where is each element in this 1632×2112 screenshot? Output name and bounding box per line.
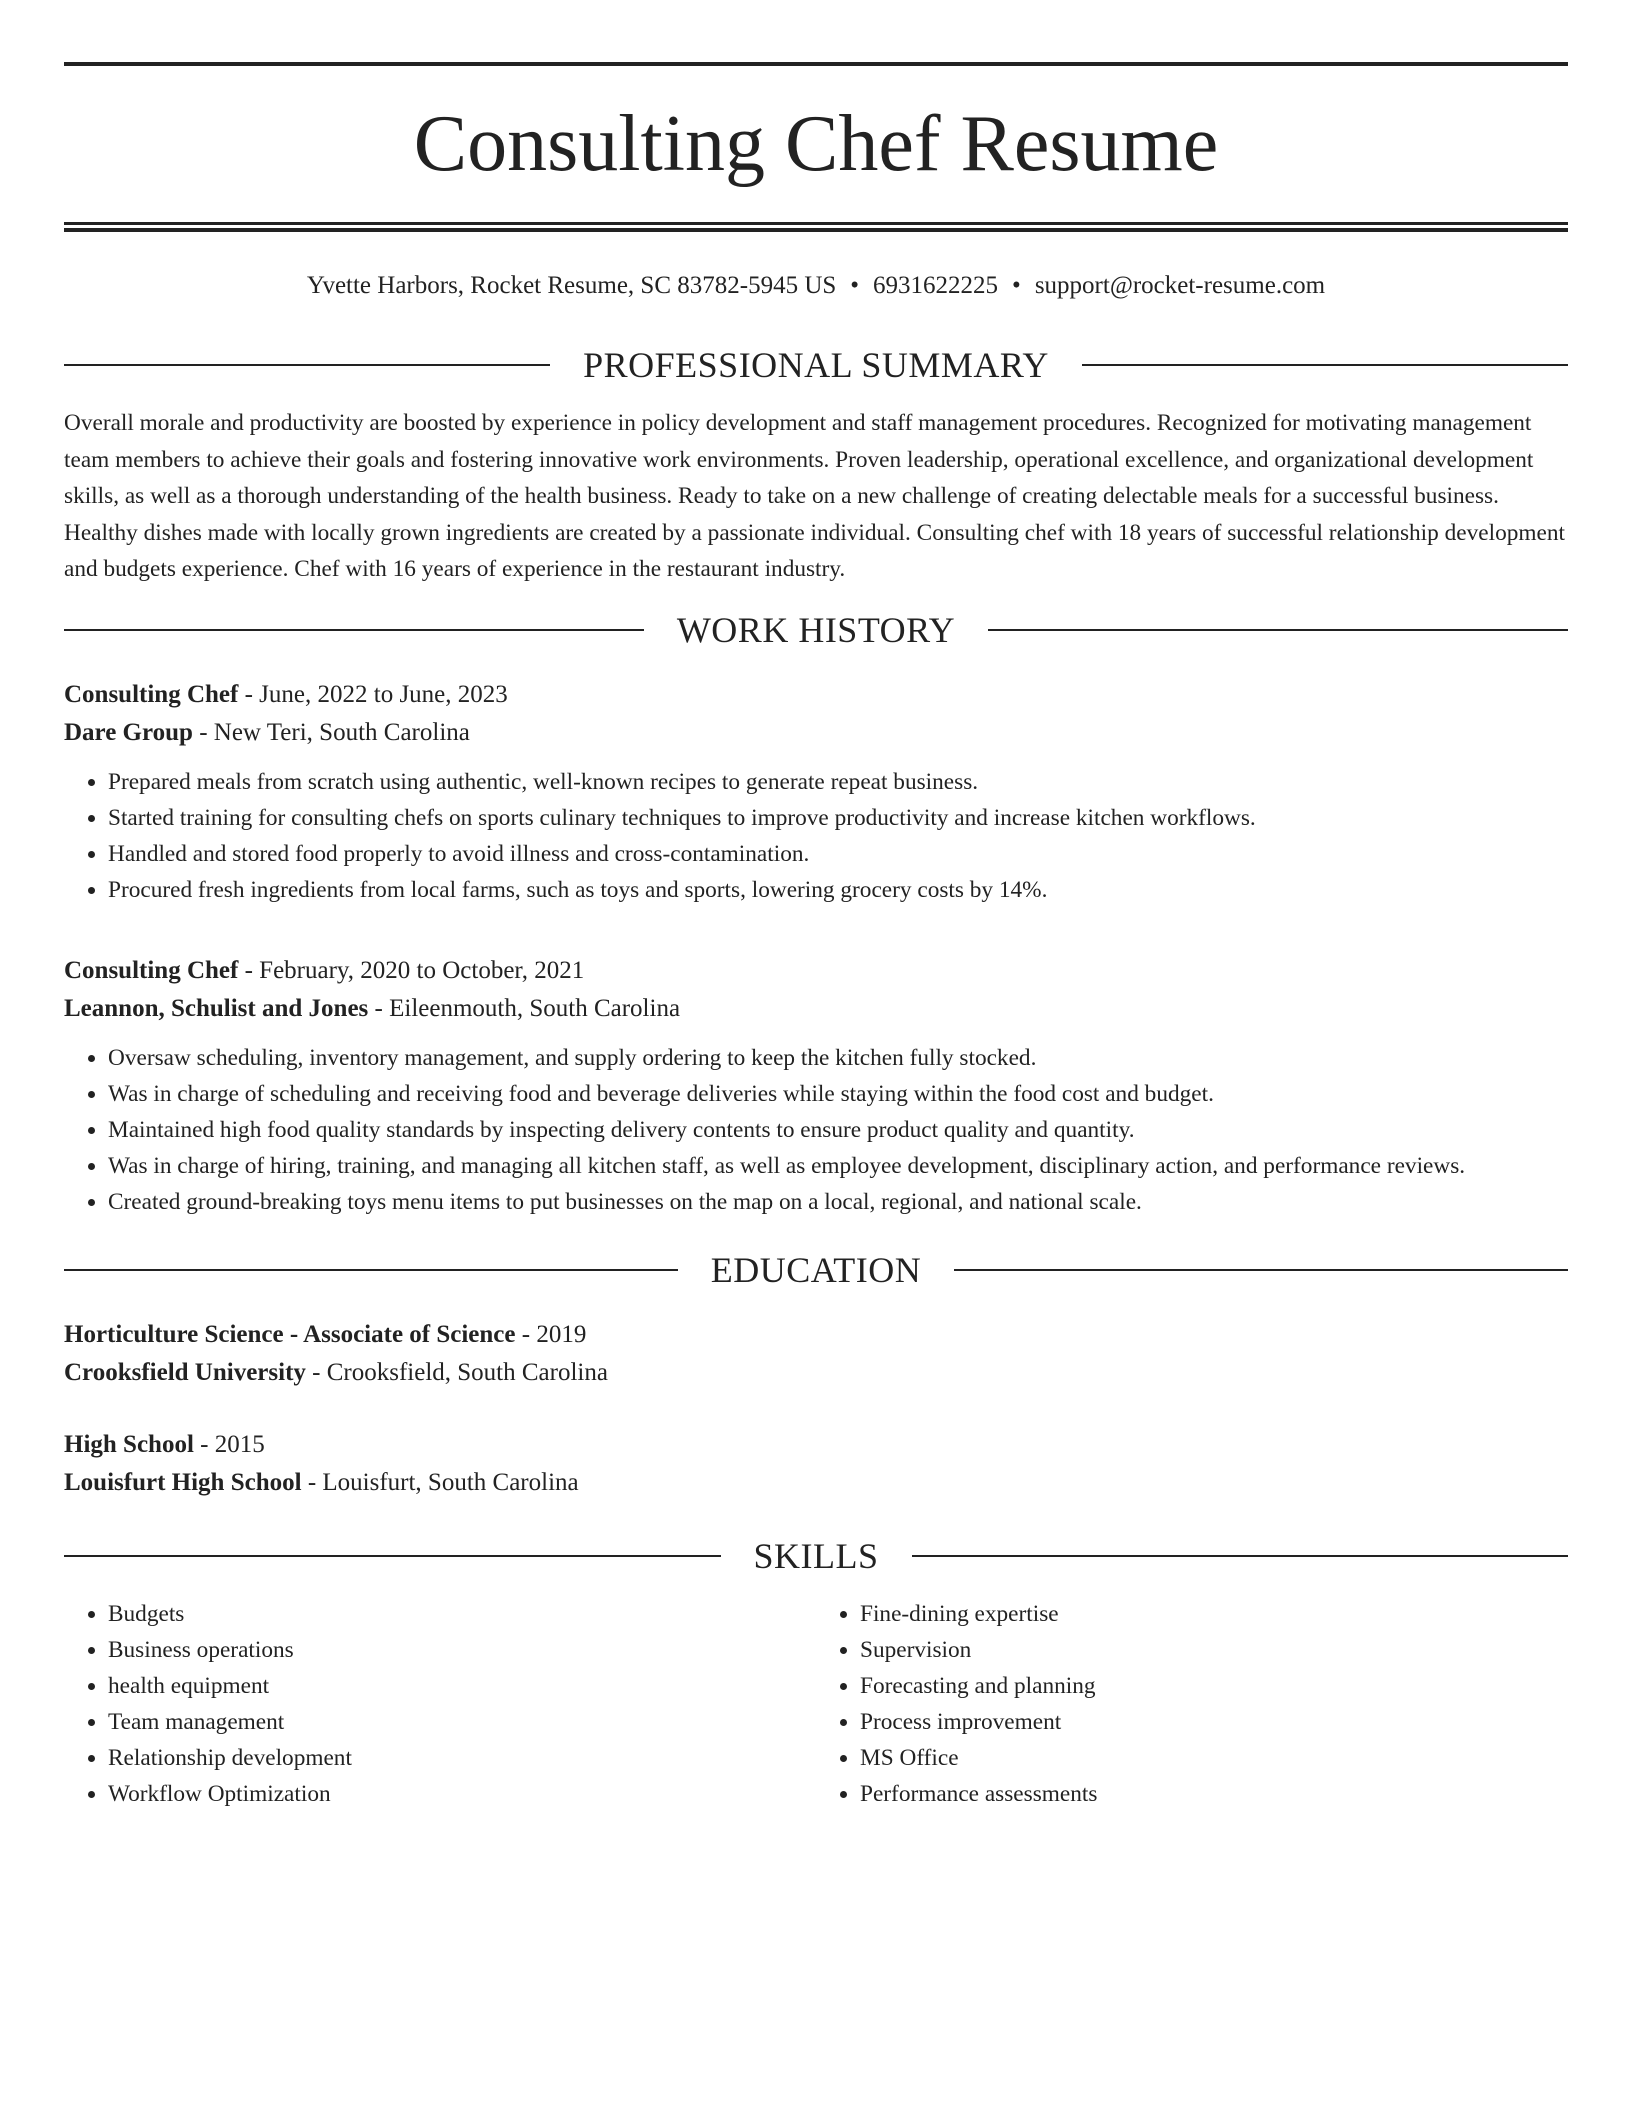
job-company: Leannon, Schulist and Jones (64, 994, 369, 1022)
section-title-summary: PROFESSIONAL SUMMARY (583, 345, 1049, 385)
contact-line (64, 271, 1568, 301)
education-year: - 2019 (515, 1320, 587, 1348)
job-title-line (64, 952, 1568, 990)
contact-address: Yvette Harbors, Rocket Resume, SC 83782-5945 US (306, 272, 837, 299)
skill-item: • Budgets (108, 1596, 816, 1632)
section-header-work-history (64, 610, 1568, 650)
section-rule-left (64, 364, 550, 366)
job-duties-list (64, 764, 1568, 908)
contact-email: support@rocket-resume.com (1034, 272, 1326, 299)
education-year: - 2015 (193, 1430, 265, 1458)
skill-item: • Team management (108, 1704, 816, 1740)
skill-item: • Supervision (860, 1632, 1568, 1668)
contact-phone: 6931622225 (873, 272, 999, 299)
education-school-line (64, 1354, 1568, 1392)
skill-item: • Workflow Optimization (108, 1776, 816, 1812)
education-school-line (64, 1464, 1568, 1502)
job-company: Dare Group (64, 718, 193, 746)
job-company-line (64, 714, 1568, 752)
section-title-work-history: WORK HISTORY (676, 609, 956, 650)
skill-item: • health equipment (108, 1668, 816, 1704)
resume-title: Consulting Chef Resume (413, 100, 1219, 188)
top-rule (64, 62, 1568, 66)
section-header-education (64, 1250, 1568, 1290)
section-title-skills: SKILLS (753, 1535, 879, 1576)
skill-item: • Fine-dining expertise (860, 1596, 1568, 1632)
job-location: - New Teri, South Carolina (192, 718, 470, 746)
list-item: • Maintained high food quality standards by inspecting delivery contents to ensure product quality and quantity. (108, 1112, 1568, 1148)
education-school: Crooksfield University (64, 1358, 306, 1386)
contact-separator: • (1012, 272, 1021, 299)
list-item: • Was in charge of scheduling and receiving food and beverage deliveries while staying within the food cost and budget. (108, 1076, 1568, 1112)
skills-list-left (64, 1596, 816, 1812)
title-double-rule (64, 222, 1568, 232)
list-item: • Created ground-breaking toys menu items to put businesses on the map on a local, regional, and national scale. (108, 1184, 1568, 1220)
contact-separator: • (850, 272, 860, 299)
list-item: • Oversaw scheduling, inventory management, and supply ordering to keep the kitchen fully stocked. (108, 1040, 1568, 1076)
skill-item: • Relationship development (108, 1740, 816, 1776)
skills-list-right (816, 1596, 1568, 1812)
section-rule-left (64, 1555, 721, 1557)
job-entry (64, 676, 1568, 908)
education-entry (64, 1426, 1568, 1502)
skill-item: • Performance assessments (860, 1776, 1568, 1812)
section-rule-right (954, 1269, 1568, 1271)
job-location: - Eileenmouth, South Carolina (368, 994, 681, 1022)
education-degree-line (64, 1426, 1568, 1464)
job-dates: - February, 2020 to October, 2021 (238, 956, 585, 984)
job-title: Consulting Chef (64, 956, 239, 984)
skill-item: • Process improvement (860, 1704, 1568, 1740)
section-rule-right (912, 1555, 1569, 1557)
section-title-education: EDUCATION (710, 1249, 922, 1290)
section-header-skills (64, 1536, 1568, 1576)
job-title: Consulting Chef (64, 680, 239, 708)
section-rule-left (64, 1269, 678, 1271)
education-degree: Horticulture Science - Associate of Science (64, 1320, 516, 1348)
section-rule-left (64, 629, 644, 631)
skill-item: • Business operations (108, 1632, 816, 1668)
skills-grid (64, 1596, 1568, 1812)
summary-text: Overall morale and productivity are boosted by experience in policy development and staff management procedures. Recognized for motivating management team members to achieve their goals and fostering innovative work environments. Proven leadership, operational excellence, and organizational development skills, as well as a thorough understanding of the health business. Ready to take on a new challenge of creating delectable meals for a successful business. Healthy dishes made with locally grown ingredients are created by a passionate individual. Consulting chef with 18 years of successful relationship development and budgets experience. Chef with 16 years of experience in the restaurant industry. (64, 410, 1565, 582)
list-item: • Handled and stored food properly to avoid illness and cross-contamination. (108, 836, 1568, 872)
job-company-line (64, 990, 1568, 1028)
job-dates: - June, 2022 to June, 2023 (238, 680, 508, 708)
education-location: - Crooksfield, South Carolina (305, 1358, 608, 1386)
job-duties-list (64, 1040, 1568, 1220)
job-title-line (64, 676, 1568, 714)
section-rule-right (1082, 364, 1568, 366)
job-entry (64, 952, 1568, 1220)
list-item: • Prepared meals from scratch using authentic, well-known recipes to generate repeat business. (108, 764, 1568, 800)
education-school: Louisfurt High School (64, 1468, 302, 1496)
list-item: • Procured fresh ingredients from local farms, such as toys and sports, lowering grocery costs by 14%. (108, 872, 1568, 908)
education-entry (64, 1316, 1568, 1392)
skill-item: • Forecasting and planning (860, 1668, 1568, 1704)
section-rule-right (988, 629, 1568, 631)
education-degree: High School (64, 1430, 194, 1458)
education-location: - Louisfurt, South Carolina (301, 1468, 579, 1496)
education-degree-line (64, 1316, 1568, 1354)
list-item: • Was in charge of hiring, training, and managing all kitchen staff, as well as employee development, disciplinary action, and performance reviews. (108, 1148, 1568, 1184)
list-item: • Started training for consulting chefs on sports culinary techniques to improve productivity and increase kitchen workflows. (108, 800, 1568, 836)
skill-item: • MS Office (860, 1740, 1568, 1776)
section-header-summary (64, 345, 1568, 385)
